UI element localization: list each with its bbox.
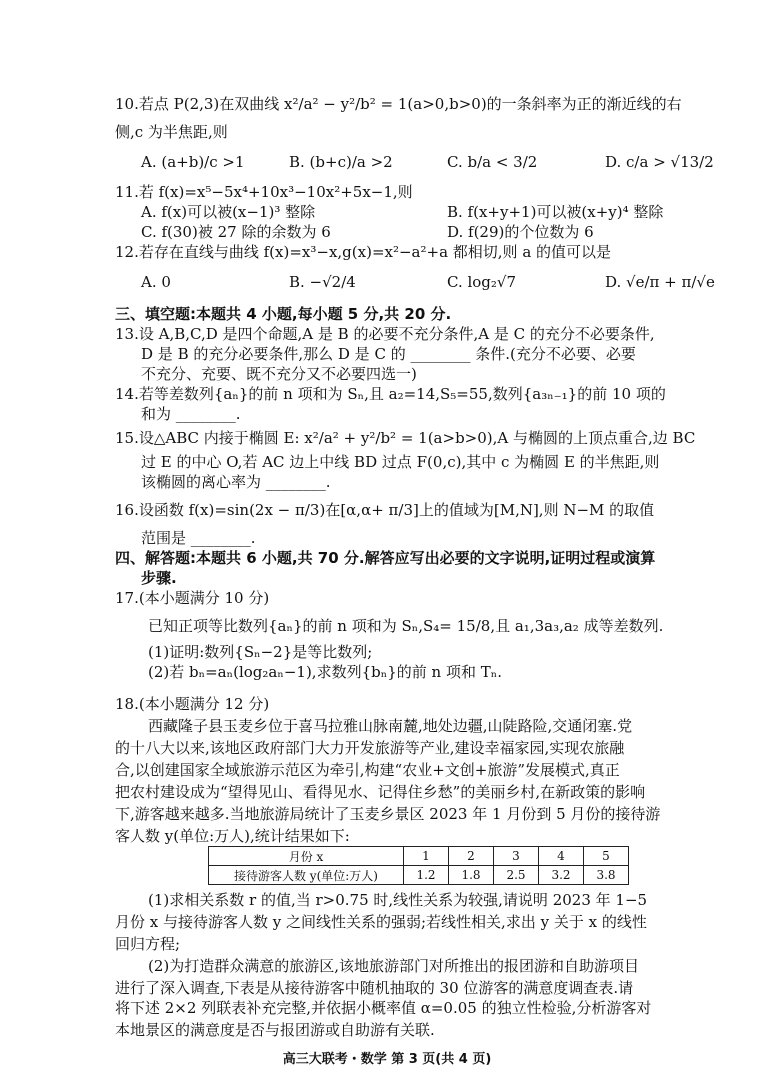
q17-part-1: (1)证明:数列{Sₙ−2}是等比数列; — [148, 643, 373, 661]
section-4-heading-2: 步骤. — [141, 569, 177, 587]
q11-stem: 11.若 f(x)=x⁵−5x⁴+10x³−10x²+5x−1,则 — [115, 183, 413, 201]
table-cell: 5 — [584, 847, 629, 866]
q10-line-1: 10.若点 P(2,3)在双曲线 x²/a² − y²/b² = 1(a>0,b>0)的一条斜率为正的渐近线的右 — [115, 95, 682, 113]
q12-option-a: A. 0 — [141, 273, 171, 291]
q18-part-2-line-1: (2)为打造群众满意的旅游区,该地旅游部门对所推出的报团游和自助游项目 — [148, 957, 640, 975]
q18-part-1-line-1: (1)求相关系数 r 的值,当 r>0.75 时,线性关系为较强,请说明 2023 年 1−5 — [148, 891, 648, 909]
table-row — [209, 866, 629, 885]
q18-part-1-line-3: 回归方程; — [115, 935, 181, 953]
q15-line-2: 过 E 的中心 O,若 AC 边上中线 BD 过点 F(0,c),其中 c 为椭圆 E 的半焦距,则 — [141, 453, 660, 471]
q18-part-2-line-2: 进行了深入调查,下表是从接待游客中随机抽取的 30 位游客的满意度调查表.请 — [115, 979, 634, 997]
q11-option-a: A. f(x)可以被(x−1)³ 整除 — [141, 203, 316, 221]
section-4-heading-1: 四、解答题:本题共 6 小题,共 70 分.解答应写出必要的文字说明,证明过程或演算 — [115, 549, 656, 567]
q13-line-2: D 是 B 的充分必要条件,那么 D 是 C 的 ________ 条件.(充分不必要、必要 — [141, 345, 636, 363]
table-cell: 1 — [404, 847, 449, 866]
q18-part-1-line-2: 月份 x 与接待游客人数 y 之间线性关系的强弱;若线性相关,求出 y 关于 x 的线性 — [115, 913, 647, 931]
q18-part-2-line-3: 将下述 2×2 列联表补充完整,并依据小概率值 α=0.05 的独立性检验,分析游客对 — [115, 999, 652, 1017]
q18-para-6: 客人数 y(单位:万人),统计结果如下: — [115, 827, 350, 845]
table-row — [209, 847, 629, 866]
q15-line-3: 该椭圆的离心率为 ________. — [141, 473, 331, 491]
q16-line-2: 范围是 ________. — [141, 529, 256, 547]
q12-option-b: B. −√2/4 — [289, 273, 356, 291]
q14-line-2: 和为 ________. — [141, 405, 241, 423]
q10-option-a: A. (a+b)/c >1 — [141, 153, 245, 171]
q16-line-1: 16.设函数 f(x)=sin(2x − π/3)在[α,α+ π/3]上的值域为[M,N],则 N−M 的取值 — [115, 501, 655, 519]
table-cell: 3 — [494, 847, 539, 866]
q18-para-1: 西藏隆子县玉麦乡位于喜马拉雅山脉南麓,地处边疆,山陡路险,交通闭塞.党 — [148, 717, 633, 735]
page-footer: 高三大联考・数学 第 3 页(共 4 页) — [282, 1052, 492, 1067]
table-cell: 1.8 — [449, 866, 494, 885]
visitor-table — [208, 846, 629, 885]
q17-stem: 已知正项等比数列{aₙ}的前 n 项和为 Sₙ,S₄= 15/8,且 a₁,3a₃,a₂ 成等差数列. — [148, 617, 664, 635]
table-cell: 2 — [449, 847, 494, 866]
q11-option-c: C. f(30)被 27 除的余数为 6 — [141, 223, 331, 241]
table-cell: 3.2 — [539, 866, 584, 885]
q17-heading: 17.(本小题满分 10 分) — [115, 589, 270, 607]
q10-option-d: D. c/a > √13/2 — [605, 153, 714, 171]
q10-option-b: B. (b+c)/a >2 — [289, 153, 393, 171]
table-header-visitors: 接待游客人数 y(单位:万人) — [209, 866, 404, 885]
q18-part-2-line-4: 本地景区的满意度是否与报团游或自助游有关联. — [115, 1021, 435, 1039]
q17-part-2: (2)若 bₙ=aₙ(log₂aₙ−1),求数列{bₙ}的前 n 项和 Tₙ. — [148, 663, 502, 681]
q18-heading: 18.(本小题满分 12 分) — [115, 695, 270, 713]
q11-option-b: B. f(x+y+1)可以被(x+y)⁴ 整除 — [447, 203, 664, 221]
q13-line-1: 13.设 A,B,C,D 是四个命题,A 是 B 的必要不充分条件,A 是 C 的充分不必要条件, — [115, 325, 655, 343]
q12-stem: 12.若存在直线与曲线 f(x)=x³−x,g(x)=x²−a²+a 都相切,则 a 的值可以是 — [115, 243, 612, 261]
q14-line-1: 14.若等差数列{aₙ}的前 n 项和为 Sₙ,且 a₂=14,S₅=55,数列{a₃ₙ₋₁}的前 10 项的 — [115, 385, 666, 403]
table-cell: 1.2 — [404, 866, 449, 885]
q18-para-5: 下,游客越来越多.当地旅游局统计了玉麦乡景区 2023 年 1 月份到 5 月份的接待游 — [115, 805, 661, 823]
q18-para-3: 合,以创建国家全域旅游示范区为牵引,构建“农业+文创+旅游”发展模式,真正 — [115, 761, 620, 779]
table-cell: 3.8 — [584, 866, 629, 885]
q18-para-4: 把农村建设成为“望得见山、看得见水、记得住乡愁”的美丽乡村,在新政策的影响 — [115, 783, 646, 801]
table-cell: 4 — [539, 847, 584, 866]
q10-line-2: 侧,c 为半焦距,则 — [115, 123, 228, 141]
q13-line-3: 不充分、充要、既不充分又不必要四选一) — [141, 365, 417, 383]
section-3-heading: 三、填空题:本题共 4 小题,每小题 5 分,共 20 分. — [115, 305, 452, 323]
q18-para-2: 的十八大以来,该地区政府部门大力开发旅游等产业,建设幸福家园,实现农旅融 — [115, 739, 625, 757]
table-cell: 2.5 — [494, 866, 539, 885]
q12-option-c: C. log₂√7 — [447, 273, 517, 291]
q12-option-d: D. √e/π + π/√e — [605, 273, 715, 291]
table-header-month: 月份 x — [209, 847, 404, 866]
q10-option-c: C. b/a < 3/2 — [447, 153, 538, 171]
q11-option-d: D. f(29)的个位数为 6 — [447, 223, 594, 241]
q15-line-1: 15.设△ABC 内接于椭圆 E: x²/a² + y²/b² = 1(a>b>0),A 与椭圆的上顶点重合,边 BC — [115, 429, 696, 447]
